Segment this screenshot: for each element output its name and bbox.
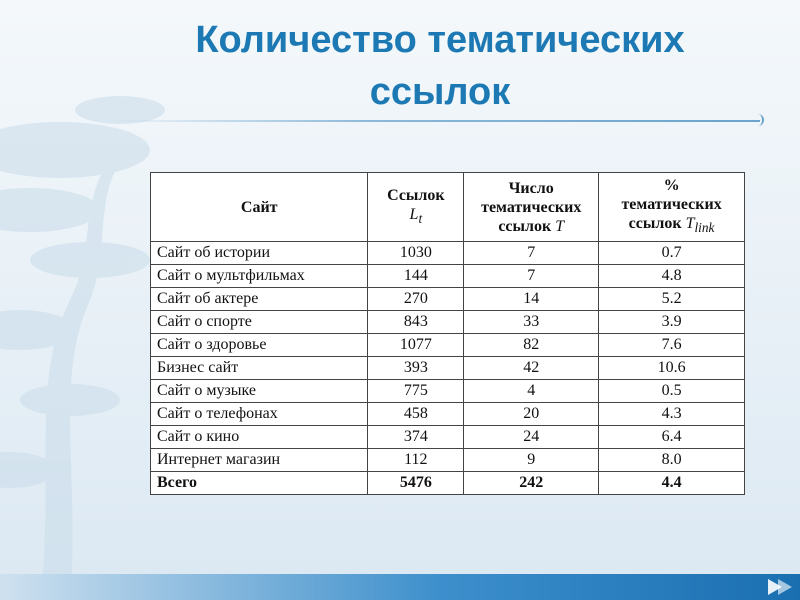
cell-links: 843 [368,311,464,334]
cell-thematic: 4 [464,380,599,403]
cell-thematic: 33 [464,311,599,334]
table-row [151,357,745,380]
cell-links: 374 [368,426,464,449]
table-row [151,242,745,265]
cell-links: 144 [368,265,464,288]
title-divider [110,120,760,122]
cell-percent: 6.4 [599,426,745,449]
table-total-row [151,472,745,495]
cell-links: 270 [368,288,464,311]
cell-thematic: 82 [464,334,599,357]
cell-total-percent: 4.4 [599,472,745,495]
cell-total-thematic: 242 [464,472,599,495]
cell-percent: 0.7 [599,242,745,265]
cell-site: Сайт о спорте [151,311,368,334]
cell-percent: 3.9 [599,311,745,334]
cell-site: Сайт о телефонах [151,403,368,426]
cell-links: 1030 [368,242,464,265]
cell-thematic: 9 [464,449,599,472]
cell-total-label: Всего [151,472,368,495]
cell-thematic: 42 [464,357,599,380]
cell-percent: 8.0 [599,449,745,472]
cell-thematic: 24 [464,426,599,449]
cell-links: 1077 [368,334,464,357]
chevron-right-icon [762,577,796,597]
cell-links: 393 [368,357,464,380]
footer-accent-bar [0,574,800,600]
cell-percent: 5.2 [599,288,745,311]
header-site: Сайт [151,173,368,242]
header-thematic-percent: % тематических ссылок $T_{link}$ [599,173,745,242]
cell-thematic: 20 [464,403,599,426]
table-header-row [151,173,745,242]
cell-links: 458 [368,403,464,426]
cell-thematic: 14 [464,288,599,311]
cell-site: Бизнес сайт [151,357,368,380]
cell-site: Сайт о музыке [151,380,368,403]
table-row [151,449,745,472]
table-row [151,403,745,426]
cell-percent: 10.6 [599,357,745,380]
slide-title-line-1: Количество тематических [195,19,685,61]
cell-site: Сайт об истории [151,242,368,265]
cell-site: Интернет магазин [151,449,368,472]
header-thematic-count: Число тематических ссылок T [464,173,599,242]
cell-site: Сайт о здоровье [151,334,368,357]
table-row [151,265,745,288]
cell-thematic: 7 [464,242,599,265]
cell-site: Сайт о мультфильмах [151,265,368,288]
cell-site: Сайт об актере [151,288,368,311]
cell-percent: 7.6 [599,334,745,357]
cell-links: 112 [368,449,464,472]
title-divider-end [752,114,764,126]
cell-total-links: 5476 [368,472,464,495]
header-links: Ссылок $L_t$ [368,173,464,242]
table-row [151,426,745,449]
table-row [151,311,745,334]
cell-site: Сайт о кино [151,426,368,449]
table-row [151,288,745,311]
cell-percent: 4.8 [599,265,745,288]
cell-percent: 0.5 [599,380,745,403]
table-row [151,380,745,403]
cell-thematic: 7 [464,265,599,288]
slide-title-line-2: ссылок [369,71,511,113]
cell-links: 775 [368,380,464,403]
thematic-links-table [150,172,745,495]
cell-percent: 4.3 [599,403,745,426]
slide-title [120,14,760,118]
table-row [151,334,745,357]
